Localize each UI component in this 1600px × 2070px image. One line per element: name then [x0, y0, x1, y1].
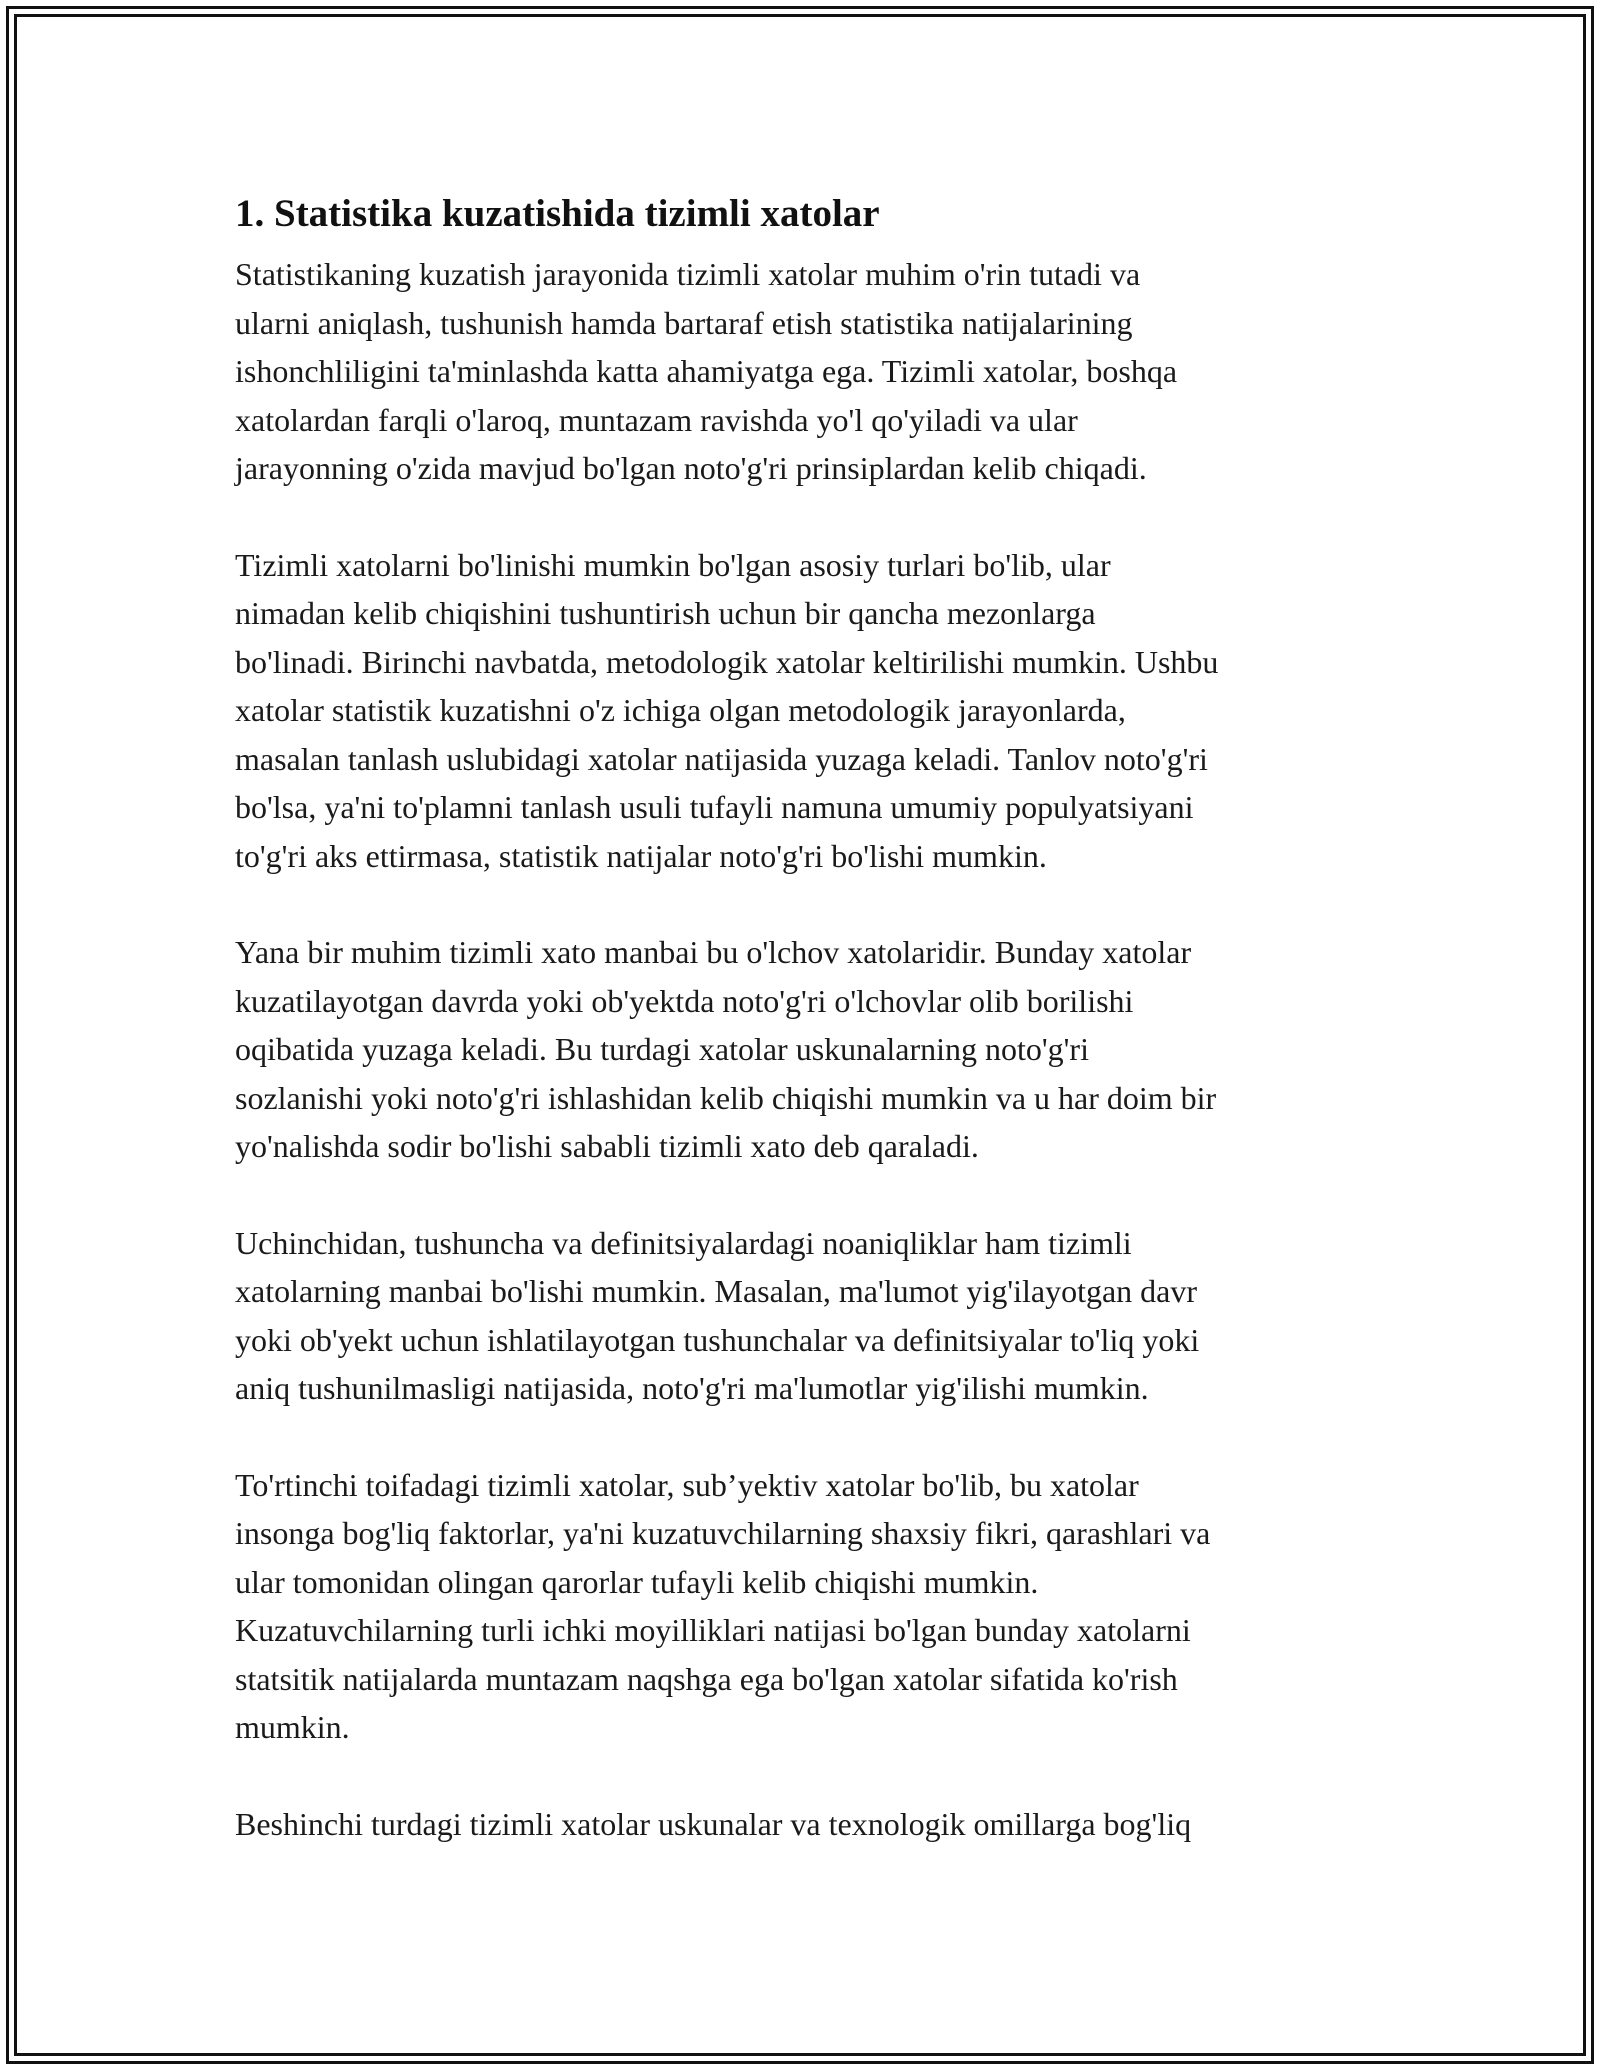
paragraph-2: [235, 541, 1370, 881]
text-line: xatolarning manbai bo'lishi mumkin. Masalan, ma'lumot yig'ilayotgan davr: [235, 1273, 1198, 1309]
text-line: insonga bog'liq faktorlar, ya'ni kuzatuvchilarning shaxsiy fikri, qarashlari va: [235, 1515, 1211, 1551]
text-line: bo'linadi. Birinchi navbatda, metodologik xatolar keltirilishi mumkin. Ushbu: [235, 643, 1219, 680]
paragraph-6: [235, 1800, 1370, 1849]
text-line: Yana bir muhim tizimli xato manbai bu o'lchov xatolaridir. Bunday xatolar: [235, 934, 1192, 970]
text-line: ular tomonidan olingan qarorlar tufayli kelib chiqishi mumkin.: [235, 1563, 1039, 1600]
text-line: yo'nalishda sodir bo'lishi sababli tizimli xato deb qaraladi.: [235, 1128, 979, 1164]
text-line: Statistikaning kuzatish jarayonida tizimli xatolar muhim o'rin tutadi va: [235, 256, 1141, 292]
document-page: [235, 190, 1370, 1896]
text-line: aniq tushunilmasligi natijasida, noto'g'ri ma'lumotlar yig'ilishi mumkin.: [235, 1370, 1149, 1406]
text-line: jarayonning o'zida mavjud bo'lgan noto'g'ri prinsiplardan kelib chiqadi.: [235, 450, 1147, 486]
text-line: statsitik natijalarda muntazam naqshga ega bo'lgan xatolar sifatida ko'rish: [235, 1660, 1178, 1697]
text-line: Uchinchidan, tushuncha va definitsiyalardagi noaniqliklar ham tizimli: [235, 1224, 1132, 1261]
text-line: yoki ob'yekt uchun ishlatilayotgan tushunchalar va definitsiyalar to'liq yoki: [235, 1321, 1200, 1358]
text-line: Kuzatuvchilarning turli ichki moyilliklari natijasi bo'lgan bunday xatolarni: [235, 1612, 1191, 1648]
text-line: nimadan kelib chiqishini tushuntirish uchun bir qancha mezonlarga: [235, 595, 1096, 631]
text-line: oqibatida yuzaga keladi. Bu turdagi xatolar uskunalarning noto'g'ri: [235, 1031, 1089, 1067]
section-heading: 1. Statistika kuzatishida tizimli xatolar: [235, 192, 880, 235]
text-line: mumkin.: [235, 1709, 350, 1745]
text-line: bo'lsa, ya'ni to'plamni tanlash usuli tufayli namuna umumiy populyatsiyani: [235, 789, 1194, 825]
text-line: To'rtinchi toifadagi tizimli xatolar, sub’yektiv xatolar bo'lib, bu xatolar: [235, 1466, 1139, 1503]
text-line: sozlanishi yoki noto'g'ri ishlashidan kelib chiqishi mumkin va u har doim bir: [235, 1079, 1217, 1116]
text-line: Beshinchi turdagi tizimli xatolar uskunalar va texnologik omillarga bog'liq: [235, 1805, 1192, 1842]
paragraph-5: [235, 1461, 1370, 1752]
text-line: xatolar statistik kuzatishni o'z ichiga olgan metodologik jarayonlarda,: [235, 692, 1126, 728]
text-line: to'g'ri aks ettirmasa, statistik natijalar noto'g'ri bo'lishi mumkin.: [235, 837, 1047, 874]
paragraph-1: [235, 250, 1370, 493]
text-line: xatolardan farqli o'laroq, muntazam ravishda yo'l qo'yiladi va ular: [235, 401, 1078, 438]
text-line: kuzatilayotgan davrda yoki ob'yektda noto'g'ri o'lchovlar olib borilishi: [235, 982, 1134, 1019]
text-line: ularni aniqlash, tushunish hamda bartaraf etish statistika natijalarining: [235, 304, 1133, 341]
text-line: masalan tanlash uslubidagi xatolar natijasida yuzaga keladi. Tanlov noto'g'ri: [235, 740, 1208, 777]
paragraph-3: [235, 928, 1370, 1171]
text-line: ishonchliligini ta'minlashda katta ahamiyatga ega. Tizimli xatolar, boshqa: [235, 353, 1178, 389]
paragraph-4: [235, 1219, 1370, 1413]
text-line: Tizimli xatolarni bo'linishi mumkin bo'lgan asosiy turlari bo'lib, ular: [235, 546, 1111, 583]
